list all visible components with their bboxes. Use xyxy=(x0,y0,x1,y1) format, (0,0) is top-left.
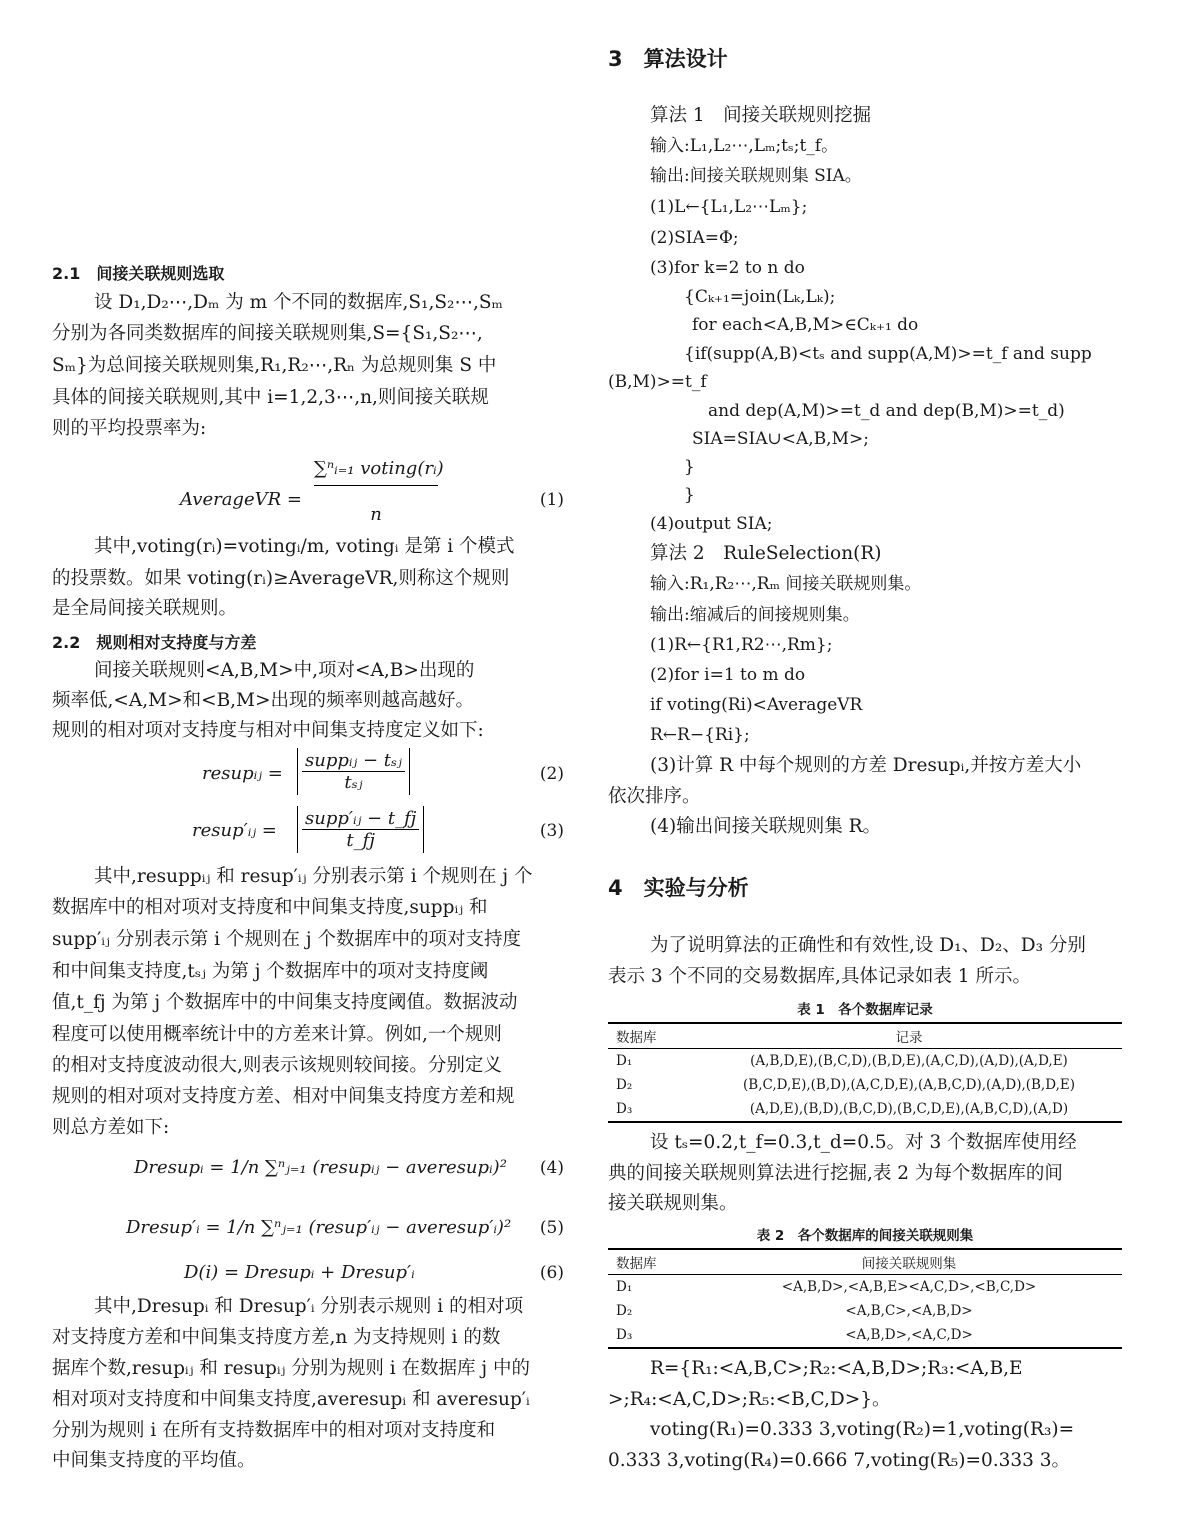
paragraph-line: 是全局间接关联规则。 xyxy=(52,598,238,619)
equation-3-lhs: resup′ᵢⱼ = xyxy=(192,820,277,841)
equation-3-abs xyxy=(297,806,424,853)
table-1-caption: 表 1 各个数据库记录 xyxy=(797,1002,933,1018)
table-2 xyxy=(608,1248,1122,1349)
paragraph-line: >;R₄:<A,C,D>;R₅:<B,C,D>}。 xyxy=(608,1389,891,1410)
table-header: 记录 xyxy=(696,1023,1122,1049)
algorithm-line: (3)计算 R 中每个规则的方差 Dresupᵢ,并按方差大小 xyxy=(650,755,1082,776)
paragraph-line: Sₘ}为总间接关联规则集,R₁,R₂⋯,Rₙ 为总规则集 S 中 xyxy=(52,355,497,376)
equation-6-number: (6) xyxy=(539,1263,564,1283)
equation-2-lhs: resupᵢⱼ = xyxy=(202,763,283,784)
paragraph-line: 程度可以使用概率统计中的方差来计算。例如,一个规则 xyxy=(52,1024,502,1045)
paragraph-line: 据库个数,resupᵢⱼ 和 resupᵢⱼ 分别为规则 i 在数据库 j 中的 xyxy=(52,1358,531,1379)
table-row xyxy=(608,1049,1122,1074)
paragraph-line: 分别为规则 i 在所有支持数据库中的相对项对支持度和 xyxy=(52,1420,496,1441)
paragraph-line: 规则的相对项对支持度与相对中间集支持度定义如下: xyxy=(52,720,484,741)
table-2-caption: 表 2 各个数据库的间接关联规则集 xyxy=(756,1228,974,1244)
paragraph-line: 间接关联规则<A,B,M>中,项对<A,B>出现的 xyxy=(94,660,475,681)
table-cell: D₂ xyxy=(616,1303,633,1319)
algorithm-line: 输出:间接关联规则集 SIA。 xyxy=(650,166,862,186)
algorithm-line: (B,M)>=t_f xyxy=(608,372,707,392)
equation-1-denominator: n xyxy=(370,504,382,525)
table-cell: (A,B,D,E),(B,C,D),(B,D,E),(A,C,D),(A,D),(A,D,E) xyxy=(750,1053,1068,1069)
table-cell: D₂ xyxy=(616,1077,633,1093)
paragraph-line: 对支持度方差和中间集支持度方差,n 为支持规则 i 的数 xyxy=(52,1327,501,1348)
table-cell: <A,B,D>,<A,B,E><A,C,D>,<B,C,D> xyxy=(781,1279,1037,1295)
algorithm-2-title: 算法 2 RuleSelection(R) xyxy=(650,543,882,564)
equation-2-abs xyxy=(297,748,410,795)
equation-6: D(i) = Dresupᵢ + Dresup′ᵢ xyxy=(184,1262,415,1283)
algorithm-line: (4)输出间接关联规则集 R。 xyxy=(650,816,882,837)
equation-3-numerator: supp′ᵢⱼ − t_fj xyxy=(302,808,419,830)
algorithm-line: (4)output SIA; xyxy=(650,514,773,534)
equation-1-number: (1) xyxy=(539,490,564,510)
paragraph-line: 接关联规则集。 xyxy=(608,1193,738,1214)
section-4-heading: 4 实验与分析 xyxy=(608,876,749,900)
table-row xyxy=(608,1097,1122,1122)
table-cell: <A,B,D>,<A,C,D> xyxy=(696,1323,1122,1348)
paragraph-line: 相对项对支持度和中间集支持度,averesupᵢ 和 averesup′ᵢ xyxy=(52,1389,530,1410)
equation-4: Dresupᵢ = 1/n ∑ⁿⱼ₌₁ (resupᵢⱼ − averesupᵢ)² xyxy=(134,1157,507,1178)
equation-4-number: (4) xyxy=(539,1158,564,1178)
table-header: 数据库 xyxy=(608,1249,696,1275)
paragraph-line: 表示 3 个不同的交易数据库,具体记录如表 1 所示。 xyxy=(608,966,1031,987)
algorithm-line: and dep(A,M)>=t_d and dep(B,M)>=t_d) xyxy=(708,401,1065,421)
paragraph-line: 和中间集支持度,tₛⱼ 为第 j 个数据库中的项对支持度阈 xyxy=(52,961,489,982)
table-row xyxy=(608,1323,1122,1348)
equation-3-denominator: t_fj xyxy=(346,830,375,851)
paragraph-line: 规则的相对项对支持度方差、相对中间集支持度方差和规 xyxy=(52,1086,515,1107)
equation-5-number: (5) xyxy=(539,1218,564,1238)
equation-2-denominator: tₛⱼ xyxy=(344,772,363,793)
table-cell: (B,C,D,E),(B,D),(A,C,D,E),(A,B,C,D),(A,D),(B,D,E) xyxy=(743,1077,1075,1093)
table-header: 数据库 xyxy=(608,1023,696,1049)
table-cell: (A,D,E),(B,D),(B,C,D),(B,C,D,E),(A,B,C,D),(A,D) xyxy=(696,1097,1122,1122)
algorithm-line: } xyxy=(684,485,695,505)
paragraph-line: 的投票数。如果 voting(rᵢ)≥AverageVR,则称这个规则 xyxy=(52,568,510,589)
table-row xyxy=(608,1073,1122,1097)
table-cell: <A,B,C>,<A,B,D> xyxy=(845,1303,973,1319)
algorithm-line: (3)for k=2 to n do xyxy=(650,258,805,278)
table-cell: D₃ xyxy=(608,1097,696,1122)
algorithm-line: (1)R←{R1,R2⋯,Rm}; xyxy=(650,635,833,655)
paragraph-line: 数据库中的相对项对支持度和中间集支持度,suppᵢⱼ 和 xyxy=(52,897,488,918)
paragraph-line: 设 tₛ=0.2,t_f=0.3,t_d=0.5。对 3 个数据库使用经 xyxy=(650,1132,1077,1153)
paragraph-line: 0.333 3,voting(R₄)=0.666 7,voting(R₅)=0.333 3。 xyxy=(608,1450,1071,1471)
paragraph-line: R={R₁:<A,B,C>;R₂:<A,B,D>;R₃:<A,B,E xyxy=(650,1358,1023,1379)
table-row xyxy=(608,1299,1122,1323)
algorithm-line: 输入:R₁,R₂⋯,Rₘ 间接关联规则集。 xyxy=(650,574,922,594)
section-2-2-heading: 2.2 规则相对支持度与方差 xyxy=(52,633,257,652)
paragraph-line: 的相对支持度波动很大,则表示该规则较间接。分别定义 xyxy=(52,1055,502,1076)
algorithm-line: 输入:L₁,L₂⋯,Lₘ;tₛ;t_f。 xyxy=(650,136,839,156)
paragraph-line: 分别为各同类数据库的间接关联规则集,S={S₁,S₂⋯, xyxy=(52,323,483,344)
equation-1-numerator: ∑ⁿᵢ₌₁ voting(rᵢ) xyxy=(314,458,438,486)
section-3-heading: 3 算法设计 xyxy=(608,47,728,71)
table-cell: D₃ xyxy=(608,1323,696,1348)
paragraph-line: 则总方差如下: xyxy=(52,1117,170,1138)
table-header: 间接关联规则集 xyxy=(696,1249,1122,1275)
table-cell: D₁ xyxy=(616,1279,633,1295)
paragraph-line: 则的平均投票率为: xyxy=(52,418,207,439)
paragraph-line: 频率低,<A,M>和<B,M>出现的频率则越高越好。 xyxy=(52,690,474,711)
paragraph-line: voting(R₁)=0.333 3,voting(R₂)=1,voting(R₃)= xyxy=(650,1419,1075,1440)
algorithm-1-title: 算法 1 间接关联规则挖掘 xyxy=(650,105,872,126)
equation-1-lhs: AverageVR = xyxy=(180,489,302,510)
algorithm-line: } xyxy=(684,457,695,477)
algorithm-line: 依次排序。 xyxy=(608,786,701,807)
algorithm-line: (2)for i=1 to m do xyxy=(650,665,806,685)
table-1 xyxy=(608,1022,1122,1123)
paragraph-line: 值,t_fj 为第 j 个数据库中的中间集支持度阈值。数据波动 xyxy=(52,992,518,1013)
table-row xyxy=(608,1275,1122,1300)
paragraph-line: 其中,voting(rᵢ)=votingᵢ/m, votingᵢ 是第 i 个模式 xyxy=(94,536,515,557)
paragraph-line: 设 D₁,D₂⋯,Dₘ 为 m 个不同的数据库,S₁,S₂⋯,Sₘ xyxy=(94,292,503,313)
equation-2-numerator: suppᵢⱼ − tₛⱼ xyxy=(302,750,405,772)
algorithm-line: for each<A,B,M>∈Cₖ₊₁ do xyxy=(692,315,919,335)
paragraph-line: 为了说明算法的正确性和有效性,设 D₁、D₂、D₃ 分别 xyxy=(650,935,1086,956)
paragraph-line: supp′ᵢⱼ 分别表示第 i 个规则在 j 个数据库中的项对支持度 xyxy=(52,929,521,950)
paragraph-line: 中间集支持度的平均值。 xyxy=(52,1450,256,1471)
algorithm-line: (1)L←{L₁,L₂⋯Lₘ}; xyxy=(650,197,808,217)
algorithm-line: 输出:缩减后的间接规则集。 xyxy=(650,605,860,625)
paragraph-line: 其中,Dresupᵢ 和 Dresup′ᵢ 分别表示规则 i 的相对项 xyxy=(94,1296,524,1317)
paragraph-line: 其中,resuppᵢⱼ 和 resup′ᵢⱼ 分别表示第 i 个规则在 j 个 xyxy=(94,866,533,887)
algorithm-line: SIA=SIA∪<A,B,M>; xyxy=(692,429,869,449)
algorithm-line: R←R−{Ri}; xyxy=(650,725,750,745)
equation-3-number: (3) xyxy=(539,821,564,841)
algorithm-line: if voting(Ri)<AverageVR xyxy=(650,695,863,715)
algorithm-line: (2)SIA=Φ; xyxy=(650,228,739,248)
algorithm-line: {Cₖ₊₁=join(Lₖ,Lₖ); xyxy=(684,287,836,307)
paragraph-line: 具体的间接关联规则,其中 i=1,2,3⋯,n,则间接关联规 xyxy=(52,387,489,408)
equation-5: Dresup′ᵢ = 1/n ∑ⁿⱼ₌₁ (resup′ᵢⱼ − averesup′ᵢ)² xyxy=(126,1217,512,1238)
algorithm-line: {if(supp(A,B)<tₛ and supp(A,M)>=t_f and supp xyxy=(684,344,1092,364)
paragraph-line: 典的间接关联规则算法进行挖掘,表 2 为每个数据库的间 xyxy=(608,1163,1063,1184)
table-cell: D₁ xyxy=(616,1053,633,1069)
equation-2-number: (2) xyxy=(539,764,564,784)
section-2-1-heading: 2.1 间接关联规则选取 xyxy=(52,264,225,283)
